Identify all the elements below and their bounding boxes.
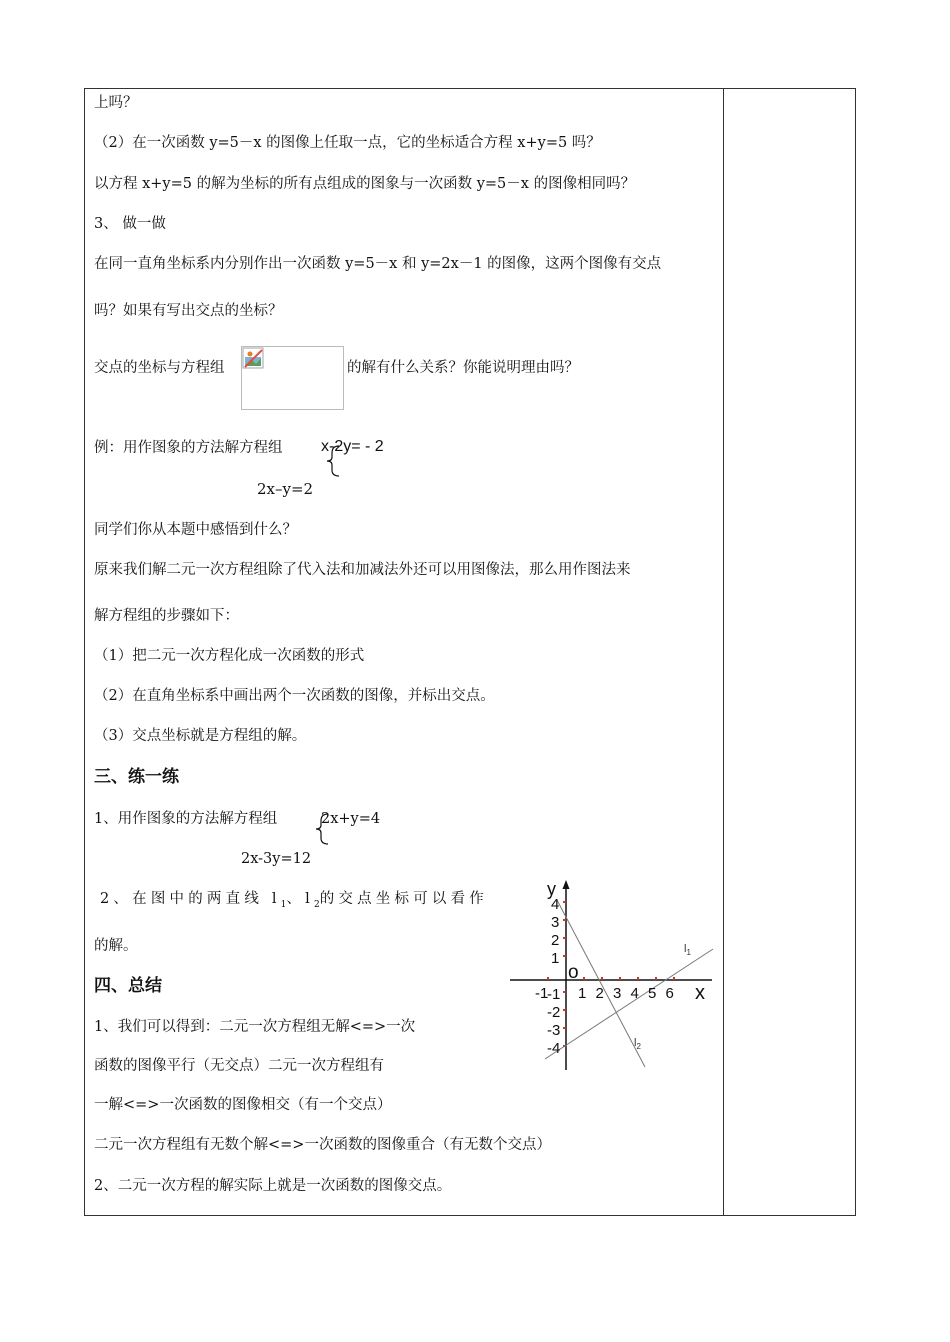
y-tick-label: -4 <box>547 1040 561 1057</box>
practice-1: 1、用作图象的方法解方程组 <box>94 811 278 827</box>
line-l1-label: $l_1$ <box>684 943 691 957</box>
x-tick-label: 5 <box>648 985 657 1002</box>
summary-1-cont: 函数的图像平行（无交点）二元一次方程组有 <box>94 1058 384 1074</box>
text-line: 的解。 <box>94 938 138 954</box>
section-heading-practice: 三、练一练 <box>94 767 179 787</box>
summary-2: 2、二元一次方程的解实际上就是一次函数的图像交点。 <box>94 1178 452 1194</box>
y-tick-label: -3 <box>547 1022 561 1039</box>
example-label: 例：用作图象的方法解方程组 <box>94 440 283 456</box>
equation-2a: 2x+y=4 <box>321 811 381 827</box>
text-line: 在同一直角坐标系内分别作出一次函数 y=5－x 和 y=2x－1 的图像，这两个图像有交点 <box>94 256 662 272</box>
x-tick-label: 3 <box>613 985 622 1002</box>
x-tick-label: 6 <box>665 985 674 1002</box>
text-line: 交点的坐标与方程组 <box>94 360 225 376</box>
x-tick-label: 2 <box>595 985 604 1002</box>
summary-1-cont: 二元一次方程组有无数个解<=>一次函数的图像重合（有无数个交点） <box>94 1137 551 1153</box>
y-tick-label: 1 <box>551 950 560 967</box>
brace-icon <box>325 445 341 477</box>
line-l2-label: $l_2$ <box>634 1037 641 1051</box>
equation-image-placeholder <box>241 346 344 410</box>
broken-image-icon <box>242 347 264 369</box>
text-line: 吗？如果有写出交点的坐标？ <box>94 303 283 319</box>
y-tick-label: 2 <box>551 932 560 949</box>
text-line: 解方程组的步骤如下： <box>94 608 239 624</box>
text-line: 的解有什么关系？你能说明理由吗？ <box>347 360 579 376</box>
origin-label: o <box>568 962 579 983</box>
y-tick-label: 3 <box>551 914 560 931</box>
brace-icon <box>314 813 330 845</box>
summary-1-cont: 一解<=>一次函数的图像相交（有一个交点） <box>94 1097 392 1113</box>
x-axis-label: x <box>695 982 705 1004</box>
y-axis-arrow-icon <box>563 880 570 889</box>
x-tick-label: -1 <box>535 985 549 1002</box>
equation-1b: 2x–y=2 <box>257 480 314 498</box>
step-3: （3）交点坐标就是方程组的解。 <box>94 728 307 744</box>
x-tick-label: 4 <box>630 985 639 1002</box>
y-tick-label: -2 <box>547 1004 561 1021</box>
text-line: 上吗？ <box>94 95 138 111</box>
y-tick-label: 4 <box>551 896 560 913</box>
text-line: 同学们你从本题中感悟到什么？ <box>94 522 297 538</box>
section-heading-summary: 四、总结 <box>94 976 162 996</box>
y-tick-label: -1 <box>547 986 561 1003</box>
section-item-3: 3、 做一做 <box>94 216 166 232</box>
table-column-divider <box>723 88 724 1216</box>
step-1: （1）把二元一次方程化成一次函数的形式 <box>94 648 365 664</box>
text-line: 原来我们解二元一次方程组除了代入法和加减法外还可以用图像法，那么用作图法来 <box>94 562 631 578</box>
coordinate-graph <box>505 875 720 1075</box>
summary-1: 1、我们可以得到：二元一次方程组无解<=>一次 <box>94 1019 416 1035</box>
equation-2b: 2x-3y=12 <box>241 851 312 867</box>
practice-2: 2、在图中的两直线 $l_1$、$l_2$的交点坐标可以看作 <box>100 891 488 910</box>
text-line: 以方程 x+y=5 的解为坐标的所有点组成的图象与一次函数 y=5－x 的图像相同吗？ <box>94 176 636 192</box>
text-line: （2）在一次函数 y=5－x 的图像上任取一点，它的坐标适合方程 x+y=5 吗？ <box>94 135 601 151</box>
x-tick-label: 1 <box>578 985 587 1002</box>
equation-1a: x-2y= - 2 <box>321 438 384 455</box>
y-axis-label: y <box>547 879 556 899</box>
step-2: （2）在直角坐标系中画出两个一次函数的图像，并标出交点。 <box>94 688 495 704</box>
